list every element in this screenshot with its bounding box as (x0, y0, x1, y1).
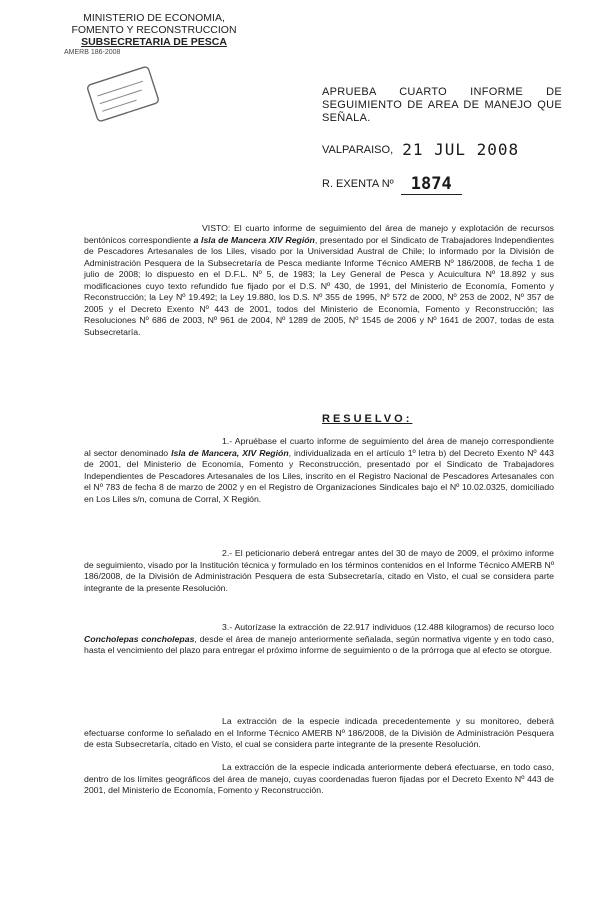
article-3-text-a: 3.- Autorízase la extracción de 22.917 individuos (12.488 kilogramos) de recurso loco (222, 622, 554, 632)
article-3-species: Concholepas concholepas (84, 633, 195, 644)
letterhead-ministry-2: FOMENTO Y RECONSTRUCCION (71, 24, 237, 36)
paragraph-5-text: La extracción de la especie indicada anteriormente deberá efectuarse, en todo caso, dentro de los límites geográficos del área de manejo, cuyas coordenadas fueron fijadas por el Decreto Exento Nº 443 de 2001, del Ministerio de Economía, Fomento y Reconstrucción. (84, 762, 554, 795)
article-1-text-c: , individualizada en el artículo 1º letra b) del Decreto Exento Nº 443 de 2001, del Ministerio de Economía, Fomento y Reconstrucción, presentado por el Sindicato de Trabajadores Independientes de Pescadores Artesanales de los Liles, inscrito en el Registro Nacional de Pescadores Artesanales con el Nº 783 de fecha 8 de marzo de 2002 y en el Registro de Organizaciones Sindicales bajo el Nº 10.02.0325, domiciliado en Los Liles s/n, comuna de Corral, X Región. (84, 447, 554, 504)
article-2-text: 2.- El peticionario deberá entregar antes del 30 de mayo de 2009, el próximo informe de seguimiento, visado por la Institución técnica y formulado en los términos contenidos en el Informe Técnico AMERB Nº 186/2008, de la División de Administración Pesquera de esta Subsecretaría, citado en Visto, el cual se considera parte integrante de la presente Resolución. (84, 548, 554, 593)
article-3-text-c: , desde el área de manejo anteriormente señalada, según normativa vigente y en todo caso, hasta el vencimiento del plazo para entregar el próximo informe de seguimiento o de la prórroga que al efecto se otorgue. (84, 633, 554, 655)
letterhead-subsecretaria: SUBSECRETARIA DE PESCA (81, 36, 227, 48)
resuelvo-heading: RESUELVO: (322, 413, 413, 425)
paragraph-4-text: La extracción de la especie indicada precedentemente y su monitoreo, deberá efectuarse conforme lo señalado en el Informe Técnico AMERB Nº 186/2008, de la División de Administración Pesquera de esta Subsecretaría, citado en Visto, el cual se considera parte integrante de la presente Resolución. (84, 716, 554, 749)
letterhead (64, 12, 244, 57)
article-2 (84, 548, 554, 594)
place-date (322, 138, 582, 157)
visto-location: a Isla de Mancera XIV Región (193, 234, 315, 245)
exenta-number: 1874 (401, 174, 462, 195)
document-subject: APRUEBA CUARTO INFORME DE SEGUIMIENTO DE AREA DE MANEJO QUE SEÑALA. (322, 86, 562, 124)
seal-stamp-icon (83, 62, 163, 125)
paragraph-extraction-limits (84, 762, 554, 797)
letterhead-ministry: MINISTERIO DE ECONOMIA, (83, 12, 225, 24)
resolution-number (322, 172, 582, 193)
article-1-text-a: 1.- Apruébase el cuarto informe de seguimiento del área de manejo correspondiente al sector denominado (84, 436, 554, 458)
article-1 (84, 436, 554, 505)
visto-text-a: VISTO: El cuarto informe de seguimiento del área de manejo y explotación de recursos bentónicos correspondiente (84, 223, 554, 245)
date-stamp: 21 JUL 2008 (402, 140, 520, 159)
paragraph-extraction-monitoring (84, 716, 554, 751)
article-1-location: Isla de Mancera, XIV Región (171, 447, 289, 458)
visto-paragraph (84, 223, 554, 338)
letterhead-reference: AMERB 186-2008 (64, 49, 121, 56)
visto-text-c: , presentado por el Sindicato de Trabajadores Independientes de Pescadores Artesanales de los Liles, visado por la Universidad Austral de Chile; lo informado por la División de Administración Pesquera de la Subsecretaría de Pesca mediante Informe Técnico AMERB Nº 186/2008, de fecha 1 de julio de 2008; lo dispuesto en el D.F.L. Nº 5, de 1983; la Ley General de Pesca y Acuicultura Nº 18.892 y sus modificaciones cuyo texto refundido fue fijado por el D.S. Nº 430, de 1991, del Ministerio de Economía, Fomento y Reconstrucción; la Ley Nº 19.492; la Ley 19.880, los D.S. Nº 355 de 1995, Nº 572 de 2000, Nº 253 de 2002, Nº 357 de 2005 y el Decreto Exento Nº 443 de 2001, todos del Ministerio de Economía, Fomento y Reconstrucción; las Resoluciones Nº 686 de 2003, Nº 961 de 2004, Nº 1289 de 2005, Nº 1545 de 2006 y Nº 1641 de 2007, todas de esta Subsecretaría. (84, 234, 554, 337)
article-3 (84, 622, 554, 657)
exenta-label: R. EXENTA Nº (322, 178, 394, 190)
place: VALPARAISO, (322, 144, 394, 156)
